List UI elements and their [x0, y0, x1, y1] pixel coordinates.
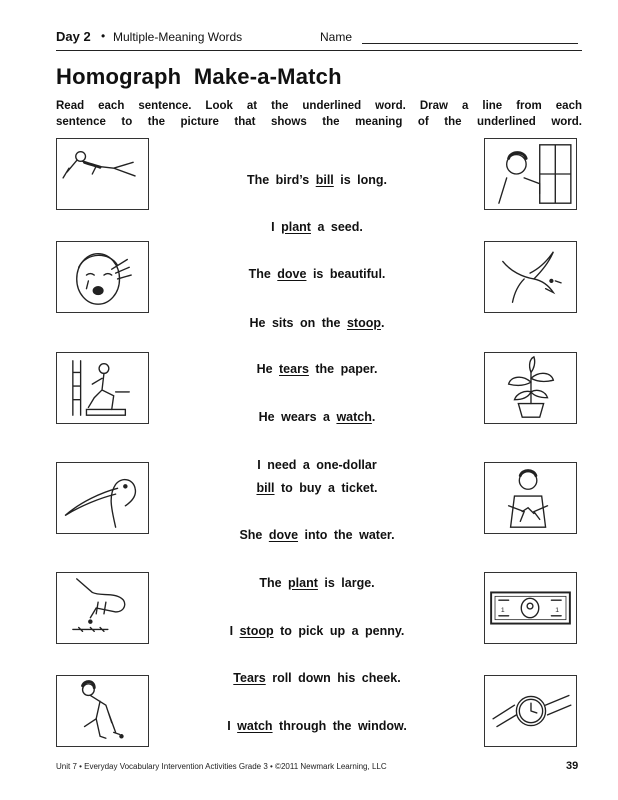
sentence-text: He [256, 362, 280, 376]
name-label: Name [320, 30, 353, 44]
underlined-word: dove [268, 528, 299, 542]
picture-crying-boy[interactable] [56, 241, 149, 313]
crying-boy-icon [57, 242, 148, 312]
sentence-text: She [239, 528, 269, 542]
sentence-8 [160, 528, 474, 542]
picture-dove-bird[interactable] [484, 241, 577, 313]
picture-potted-plant[interactable] [484, 352, 577, 424]
underlined-word: watch [336, 410, 372, 424]
page-title: Homograph Make-a-Match [56, 64, 342, 89]
picture-bird-bill[interactable] [56, 462, 149, 534]
sentence-text: roll down his cheek. [265, 671, 401, 685]
dollar-bill-icon [485, 573, 576, 643]
subject-label: Multiple-Meaning Words [113, 30, 243, 44]
dove-bird-icon [485, 242, 576, 312]
sentence-7-line-2 [160, 481, 474, 495]
sentence-text: The bird’s [246, 173, 316, 187]
picture-boy-tearing-paper[interactable] [484, 462, 577, 534]
sentence-12 [160, 719, 474, 733]
underlined-word: bill [315, 173, 334, 187]
sentence-text: to pick up a penny. [273, 624, 405, 638]
svg-text:1: 1 [555, 606, 560, 614]
header-bullet: • [101, 29, 106, 43]
wristwatch-icon [485, 676, 576, 746]
sentence-10 [160, 624, 474, 638]
sentence-text: The [259, 576, 289, 590]
header-rule [56, 50, 582, 51]
sentence-5 [160, 362, 474, 376]
picture-person-on-stoop[interactable] [56, 352, 149, 424]
instructions [56, 98, 582, 130]
underlined-word: stoop [346, 316, 381, 330]
sentence-text: the paper. [308, 362, 378, 376]
footer-credit: Unit 7 • Everyday Vocabulary Intervention Activities Grade 3 • ©2011 Newmark Learning, LLC [56, 762, 387, 771]
picture-stooping-person[interactable] [56, 675, 149, 747]
sentence-text: I need a one-dollar [257, 458, 377, 472]
svg-text:1: 1 [500, 606, 505, 614]
sentence-text: He sits on the [249, 316, 347, 330]
boy-tearing-paper-icon [485, 463, 576, 533]
sentence-text: is long. [333, 173, 388, 187]
picture-dollar-bill[interactable] [484, 572, 577, 644]
planting-seed-icon [57, 573, 148, 643]
sentence-text: to buy a ticket. [274, 481, 378, 495]
boy-at-window-icon [485, 139, 576, 209]
underlined-word: plant [288, 576, 318, 590]
underlined-word: stoop [239, 624, 274, 638]
page-number: 39 [566, 760, 579, 772]
bird-bill-icon [57, 463, 148, 533]
potted-plant-icon [485, 353, 576, 423]
picture-boy-at-window[interactable] [484, 138, 577, 210]
diving-person-icon [57, 139, 148, 209]
sentence-1 [160, 173, 474, 187]
picture-planting-seed[interactable] [56, 572, 149, 644]
sentence-text: into the water. [298, 528, 395, 542]
picture-diving-person[interactable] [56, 138, 149, 210]
sentence-6 [160, 410, 474, 424]
day-label: Day 2 [56, 29, 91, 44]
sentence-7-line-1 [160, 458, 474, 472]
instructions-line-2: sentence to the picture that shows the meaning of the underlined word. [56, 116, 582, 128]
instructions-line-1: Read each sentence. Look at the underlined word. Draw a line from each [56, 100, 582, 112]
sentence-text: is beautiful. [306, 267, 386, 281]
sentence-text: through the window. [272, 719, 407, 733]
sentence-text: I [229, 624, 240, 638]
underlined-word: Tears [233, 671, 266, 685]
worksheet-header [56, 28, 578, 48]
name-line[interactable] [362, 43, 578, 44]
sentence-text: I [271, 220, 282, 234]
picture-wristwatch[interactable] [484, 675, 577, 747]
sentence-text: . [371, 410, 376, 424]
underlined-word: plant [281, 220, 311, 234]
sentence-text: a seed. [310, 220, 363, 234]
sentence-text: is large. [317, 576, 375, 590]
sentence-text: . [380, 316, 385, 330]
sentence-text: He wears a [258, 410, 337, 424]
sentence-9 [160, 576, 474, 590]
underlined-word: dove [277, 267, 307, 281]
stooping-person-icon [57, 676, 148, 746]
underlined-word: tears [279, 362, 309, 376]
sentence-11 [160, 671, 474, 685]
underlined-word: watch [237, 719, 273, 733]
person-on-stoop-icon [57, 353, 148, 423]
underlined-word: bill [256, 481, 275, 495]
sentence-4 [160, 316, 474, 330]
sentence-text: The [248, 267, 278, 281]
sentence-text: I [227, 719, 238, 733]
sentence-3 [160, 267, 474, 281]
sentence-2 [160, 220, 474, 234]
